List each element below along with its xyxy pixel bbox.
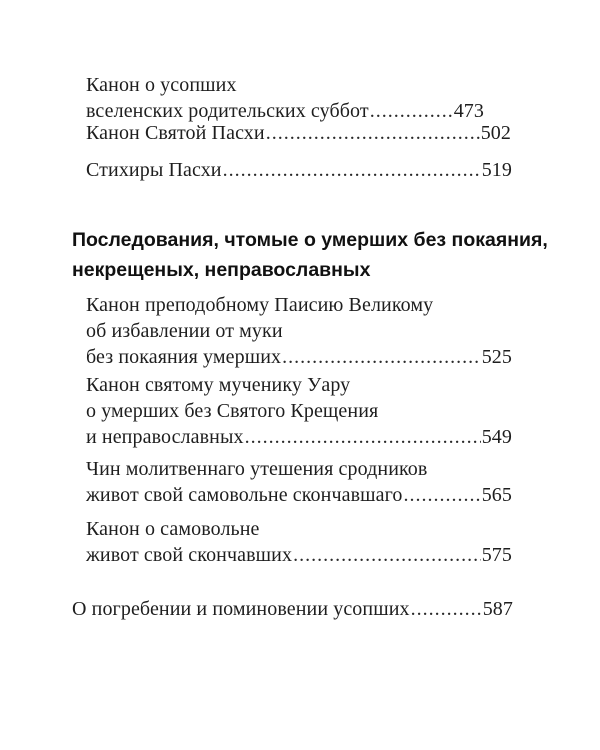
section-heading-line: Последования, чтомые о умерших без покаяния,	[72, 229, 548, 251]
toc-entry-text: Стихиры Пасхи	[86, 159, 222, 181]
toc-page-number: 519	[481, 159, 512, 181]
toc-entry-kanon-paisiyu	[86, 292, 512, 370]
toc-entry-text: Чин молитвеннаго утешения сродников	[86, 458, 428, 480]
dot-leader	[282, 344, 481, 370]
toc-entry-text: живот свой самовольне скончавшаго	[86, 484, 403, 506]
toc-entry-chin-uteshenia	[86, 456, 512, 508]
dot-leader	[245, 424, 481, 450]
toc-page-number: 549	[481, 426, 512, 448]
toc-entry-text: и неправославных	[86, 426, 244, 448]
toc-entry-kanon-o-usopshikh	[86, 72, 484, 124]
toc-entry-kanon-o-samovolne	[86, 516, 512, 568]
toc-page-number: 525	[481, 346, 512, 368]
dot-leader	[404, 482, 481, 508]
section-heading	[72, 225, 552, 285]
toc-page-number: 587	[482, 598, 513, 620]
toc-entry-o-pogrebenii	[72, 596, 513, 622]
toc-entry-kanon-svyatoy-paskhi	[86, 120, 511, 146]
toc-entry-text: О погребении и поминовении усопших	[72, 598, 410, 620]
section-heading-line: некрещеных, неправославных	[72, 259, 371, 281]
dot-leader	[266, 120, 480, 146]
toc-page-number: 575	[481, 544, 512, 566]
toc-entry-text: без покаяния умерших	[86, 346, 282, 368]
toc-entry-text: Канон Святой Пасхи	[86, 122, 265, 144]
toc-entry-text: о умерших без Святого Крещения	[86, 400, 379, 422]
toc-page-number: 565	[481, 484, 512, 506]
toc-entry-text: Канон святому мученику Уару	[86, 374, 351, 396]
toc-entry-kanon-uaru	[86, 372, 512, 450]
toc-entry-text: вселенских родительских суббот	[86, 100, 369, 122]
toc-entry-text: Канон преподобному Паисию Великому	[86, 294, 434, 316]
dot-leader	[223, 157, 481, 183]
toc-page-number: 502	[480, 122, 511, 144]
toc-entry-text: Канон о самовольне	[86, 518, 260, 540]
toc-entry-text: об избавлении от муки	[86, 320, 283, 342]
dot-leader	[411, 596, 482, 622]
toc-entry-text: Канон о усопших	[86, 74, 237, 96]
dot-leader	[293, 542, 481, 568]
toc-page-number: 473	[453, 100, 484, 122]
toc-entry-stikhiry-paskhi	[86, 157, 512, 183]
toc-entry-text: живот свой скончавших	[86, 544, 293, 566]
